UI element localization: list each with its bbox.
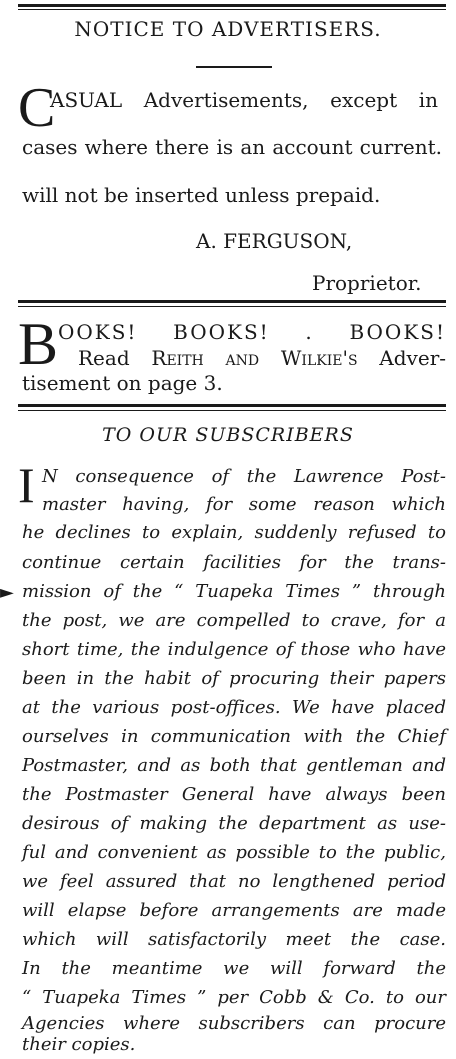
subscribers-line: we feel assured that no lengthened period [22,871,446,892]
notice-line-2: cases where there is an account current. [22,135,442,159]
notice-dropcap: C [18,77,56,139]
notice-divider [196,66,272,68]
books-advertiser-names: Reith and Wilkie's [151,346,358,370]
books-line-2b: Adver- [357,346,447,370]
subscribers-dropcap: I [18,457,35,513]
books-line-2 [78,346,446,370]
subscribers-line: short time, the indulgence of those who have [22,639,446,660]
section-rule-2-thin [18,410,446,411]
top-rule [18,4,446,7]
subscribers-line: In the meantime we will forward the [22,958,446,979]
books-line-1: OOKS! BOOKS! . BOOKS! [58,320,446,344]
subscribers-line: which will satisfactorily meet the case. [22,929,446,950]
subscribers-line: their copies. [22,1034,136,1055]
subscribers-line: he declines to explain, suddenly refused to [22,522,446,543]
subscribers-line: ourselves in communication with the Chief [22,726,446,747]
notice-title: NOTICE TO ADVERTISERS. [74,17,382,41]
subscribers-line: Postmaster, and as both that gentleman and [22,755,446,776]
section-rule-1-thin [18,306,446,307]
subscribers-line: mission of the “ Tuapeka Times ” through [22,581,446,602]
pointing-hand-icon: ► [0,582,14,603]
subscribers-line: master having, for some reason which [42,494,446,515]
notice-line-1: ASUAL Advertisements, except in [50,88,438,112]
subscribers-line: at the various post-offices. We have placed [22,697,446,718]
books-dropcap: B [18,311,59,377]
books-line-3: tisement on page 3. [22,371,223,395]
books-line-2a: Read [78,346,152,370]
notice-signature-title: Proprietor. [312,271,422,295]
subscribers-line: Agencies where subscribers can procure [22,1013,446,1034]
subscribers-line: “ Tuapeka Times ” per Cobb & Co. to our [22,987,446,1008]
subscribers-line: N consequence of the Lawrence Post- [42,466,446,487]
section-rule-1 [18,300,446,303]
subscribers-line: the Postmaster General have always been [22,784,446,805]
notice-line-3: will not be inserted unless prepaid. [22,183,381,207]
top-rule-thin [18,9,446,10]
subscribers-line: will elapse before arrangements are made [22,900,446,921]
subscribers-line: the post, we are compelled to crave, for a [22,610,446,631]
subscribers-line: continue certain facilities for the trans- [22,552,446,573]
notice-signature-name: A. FERGUSON, [196,229,353,253]
subscribers-line: ful and convenient as possible to the public, [22,842,446,863]
section-rule-2 [18,404,446,407]
subscribers-line: been in the habit of procuring their papers [22,668,446,689]
subscribers-title: TO OUR SUBSCRIBERS [102,424,354,446]
subscribers-line: desirous of making the department as use- [22,813,446,834]
